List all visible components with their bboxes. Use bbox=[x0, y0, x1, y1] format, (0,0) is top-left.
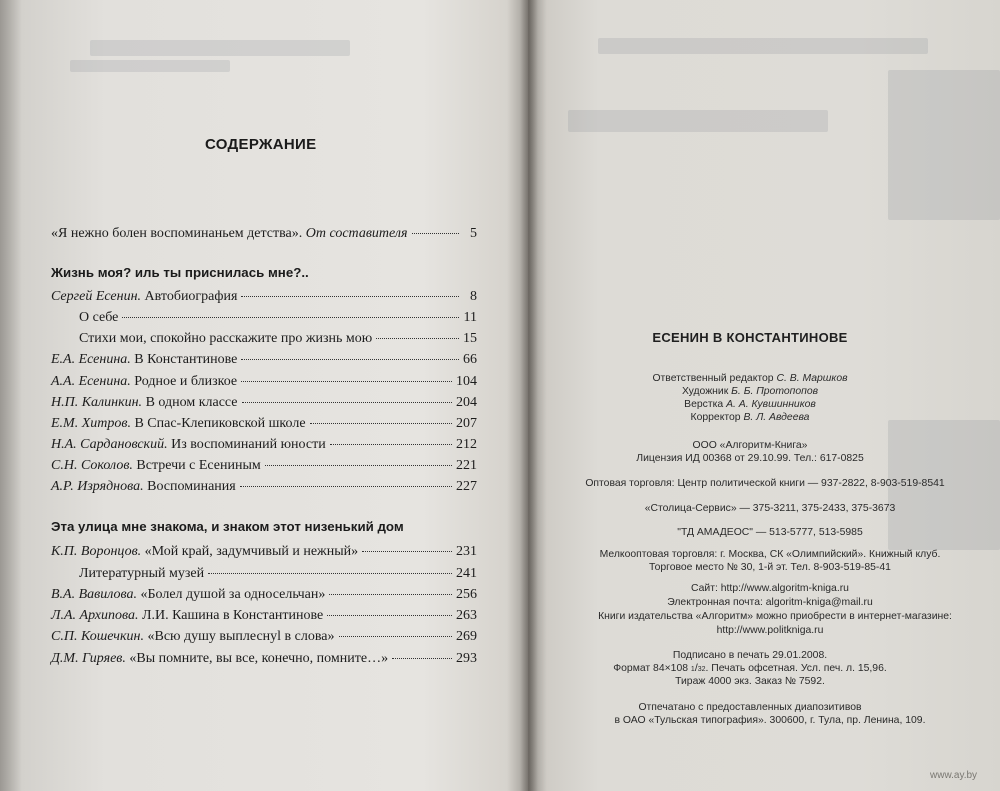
credit-artist: Художник Б. Б. Протопопов bbox=[681, 386, 819, 397]
toc-row bbox=[79, 566, 477, 586]
dot-leader bbox=[241, 359, 459, 360]
bleed-through-right-2 bbox=[568, 110, 828, 132]
toc-entry-title: Литературный музей bbox=[79, 566, 205, 581]
credit-layout: Верстка А. А. Кувшинников bbox=[684, 399, 816, 410]
toc-title: СОДЕРЖАНИЕ bbox=[205, 136, 317, 153]
bleed-through-left-2 bbox=[70, 60, 230, 72]
toc-author: Сергей Есенин. bbox=[51, 289, 142, 304]
toc-author: Н.П. Калинкин. bbox=[51, 395, 143, 410]
toc-entry-title: Л.И. Кашина в Константинове bbox=[142, 608, 324, 623]
page-number: 204 bbox=[456, 395, 477, 410]
dot-leader bbox=[241, 381, 452, 382]
toc-intro-text: «Я нежно болен воспоминаньем детства». bbox=[51, 226, 303, 241]
page-number: 293 bbox=[456, 651, 477, 666]
page-number: 15 bbox=[463, 331, 477, 346]
toc-entry-title: Встречи с Есениным bbox=[136, 458, 261, 473]
page-number: 221 bbox=[456, 458, 477, 473]
toc-row bbox=[51, 374, 477, 394]
toc-row bbox=[51, 395, 477, 415]
page-number: 231 bbox=[456, 544, 477, 559]
toc-entry-title: В Константинове bbox=[134, 352, 238, 367]
wholesale-line-2: «Столица-Сервис» — 375-3211, 375-2433, 375-3673 bbox=[644, 503, 896, 514]
wholesale-line-1: Оптовая торговля: Центр политической книги — 937-2822, 8-903-519-8541 bbox=[585, 478, 945, 489]
toc-row bbox=[51, 479, 477, 499]
toc-entry-title: «Болел душой за односельчан» bbox=[140, 587, 326, 602]
toc-row bbox=[51, 587, 477, 607]
toc-entry-title: «Мой край, задумчивый и нежный» bbox=[144, 544, 359, 559]
toc-row bbox=[51, 416, 477, 436]
page-number: 207 bbox=[456, 416, 477, 431]
license-line: Лицензия ИД 00368 от 29.10.99. Тел.: 617-0825 bbox=[636, 453, 864, 464]
toc-author: А.А. Есенина. bbox=[51, 374, 131, 389]
watermark: www.ay.by bbox=[930, 770, 978, 781]
book-title: ЕСЕНИН В КОНСТАНТИНОВЕ bbox=[652, 330, 848, 345]
toc-entry-title: В Спас-Клепиковской школе bbox=[134, 416, 306, 431]
toc-entry-title: В одном классе bbox=[145, 395, 238, 410]
toc-row bbox=[51, 458, 477, 478]
dot-leader bbox=[327, 615, 452, 616]
toc-author: Д.М. Гиряев. bbox=[51, 651, 126, 666]
dot-leader bbox=[122, 317, 459, 318]
dot-leader bbox=[329, 594, 452, 595]
credit-editor: Ответственный редактор С. В. Маршков bbox=[652, 373, 848, 384]
toc-row bbox=[51, 544, 477, 564]
dot-leader bbox=[265, 465, 452, 466]
toc-entry-title: О себе bbox=[79, 310, 119, 325]
toc-entry-title: «Всю душу выплеснуl в слова» bbox=[147, 629, 335, 644]
toc-author: А.Р. Изряднова. bbox=[51, 479, 144, 494]
toc-intro-row bbox=[51, 226, 477, 246]
signed-line: Подписано в печать 29.01.2008. bbox=[672, 650, 828, 661]
section-heading: Жизнь моя? иль ты приснилась мне?.. bbox=[51, 265, 309, 280]
dot-leader bbox=[242, 402, 452, 403]
toc-author: К.П. Воронцов. bbox=[51, 544, 142, 559]
wholesale-line-3: "ТД АМАДЕОС" — 513-5777, 513-5985 bbox=[677, 527, 863, 538]
small-wholesale-line-2: Торговое место № 30, 1-й эт. Тел. 8-903-519-85-41 bbox=[649, 562, 891, 573]
toc-author: Е.М. Хитров. bbox=[51, 416, 131, 431]
bleed-through-right bbox=[598, 38, 928, 54]
printed-line-2: в ОАО «Тульская типография». 300600, г. Тула, пр. Ленина, 109. bbox=[614, 715, 926, 726]
toc-entry-title: Из воспоминаний юности bbox=[171, 437, 326, 452]
page-number: 212 bbox=[456, 437, 477, 452]
page-number: 66 bbox=[463, 352, 477, 367]
toc-row bbox=[51, 352, 477, 372]
page-number: 263 bbox=[456, 608, 477, 623]
format-line: Формат 84×108 1/32. Печать офсетная. Усл. печ. л. 15,96. bbox=[613, 663, 887, 674]
dot-leader bbox=[412, 233, 460, 234]
section-heading: Эта улица мне знакома, и знаком этот низенький дом bbox=[51, 519, 404, 534]
toc-entry-title: Автобиография bbox=[144, 289, 238, 304]
page-number: 241 bbox=[456, 566, 477, 581]
credit-proof: Корректор В. Л. Авдеева bbox=[690, 412, 810, 423]
toc-row bbox=[51, 289, 477, 309]
dot-leader bbox=[339, 636, 452, 637]
toc-author: С.П. Кошечкин. bbox=[51, 629, 144, 644]
page-number: 11 bbox=[463, 310, 477, 325]
toc-author: С.Н. Соколов. bbox=[51, 458, 133, 473]
page-number: 227 bbox=[456, 479, 477, 494]
toc-row bbox=[51, 608, 477, 628]
toc-row bbox=[79, 310, 477, 330]
dot-leader bbox=[208, 573, 452, 574]
dot-leader bbox=[241, 296, 459, 297]
dot-leader bbox=[240, 486, 452, 487]
shop-line-2: http://www.politkniga.ru bbox=[716, 625, 824, 636]
email-line: Электронная почта: algoritm-kniga@mail.ru bbox=[667, 597, 873, 608]
small-wholesale-line-1: Мелкооптовая торговля: г. Москва, СК «Олимпийский». Книжный клуб. bbox=[599, 549, 941, 560]
page-edge-shadow bbox=[0, 0, 22, 791]
dot-leader bbox=[376, 338, 459, 339]
page-number: 269 bbox=[456, 629, 477, 644]
toc-author: Н.А. Сардановский. bbox=[51, 437, 168, 452]
toc-author: В.А. Вавилова. bbox=[51, 587, 137, 602]
site-line: Сайт: http://www.algoritm-kniga.ru bbox=[691, 583, 849, 594]
toc-entry-title: «Вы помните, вы все, конечно, помните…» bbox=[129, 651, 389, 666]
toc-row bbox=[51, 437, 477, 457]
run-line: Тираж 4000 экз. Заказ № 7592. bbox=[675, 676, 825, 687]
dot-leader bbox=[362, 551, 452, 552]
page-number: 8 bbox=[470, 289, 477, 304]
bleed-through-left bbox=[90, 40, 350, 56]
dot-leader bbox=[310, 423, 452, 424]
toc-author: Е.А. Есенина. bbox=[51, 352, 131, 367]
shop-line-1: Книги издательства «Алгоритм» можно приобрести в интернет-магазине: bbox=[598, 611, 952, 622]
dot-leader bbox=[330, 444, 452, 445]
toc-author: Л.А. Архипова. bbox=[51, 608, 139, 623]
toc-entry-title: Стихи мои, спокойно расскажите про жизнь мою bbox=[79, 331, 373, 346]
toc-entry-title: Воспоминания bbox=[147, 479, 236, 494]
toc-row bbox=[79, 331, 477, 351]
toc-intro-author: От составителя bbox=[305, 226, 408, 241]
publisher-name: ООО «Алгоритм-Книга» bbox=[692, 440, 808, 451]
page-number: 5 bbox=[470, 226, 477, 241]
toc-row bbox=[51, 629, 477, 649]
page-number: 256 bbox=[456, 587, 477, 602]
dot-leader bbox=[392, 658, 452, 659]
printed-line-1: Отпечатано с предоставленных диапозитивов bbox=[638, 702, 862, 713]
page-number: 104 bbox=[456, 374, 477, 389]
toc-entry-title: Родное и близкое bbox=[134, 374, 238, 389]
bleed-through-image bbox=[888, 70, 1000, 220]
toc-row bbox=[51, 651, 477, 671]
